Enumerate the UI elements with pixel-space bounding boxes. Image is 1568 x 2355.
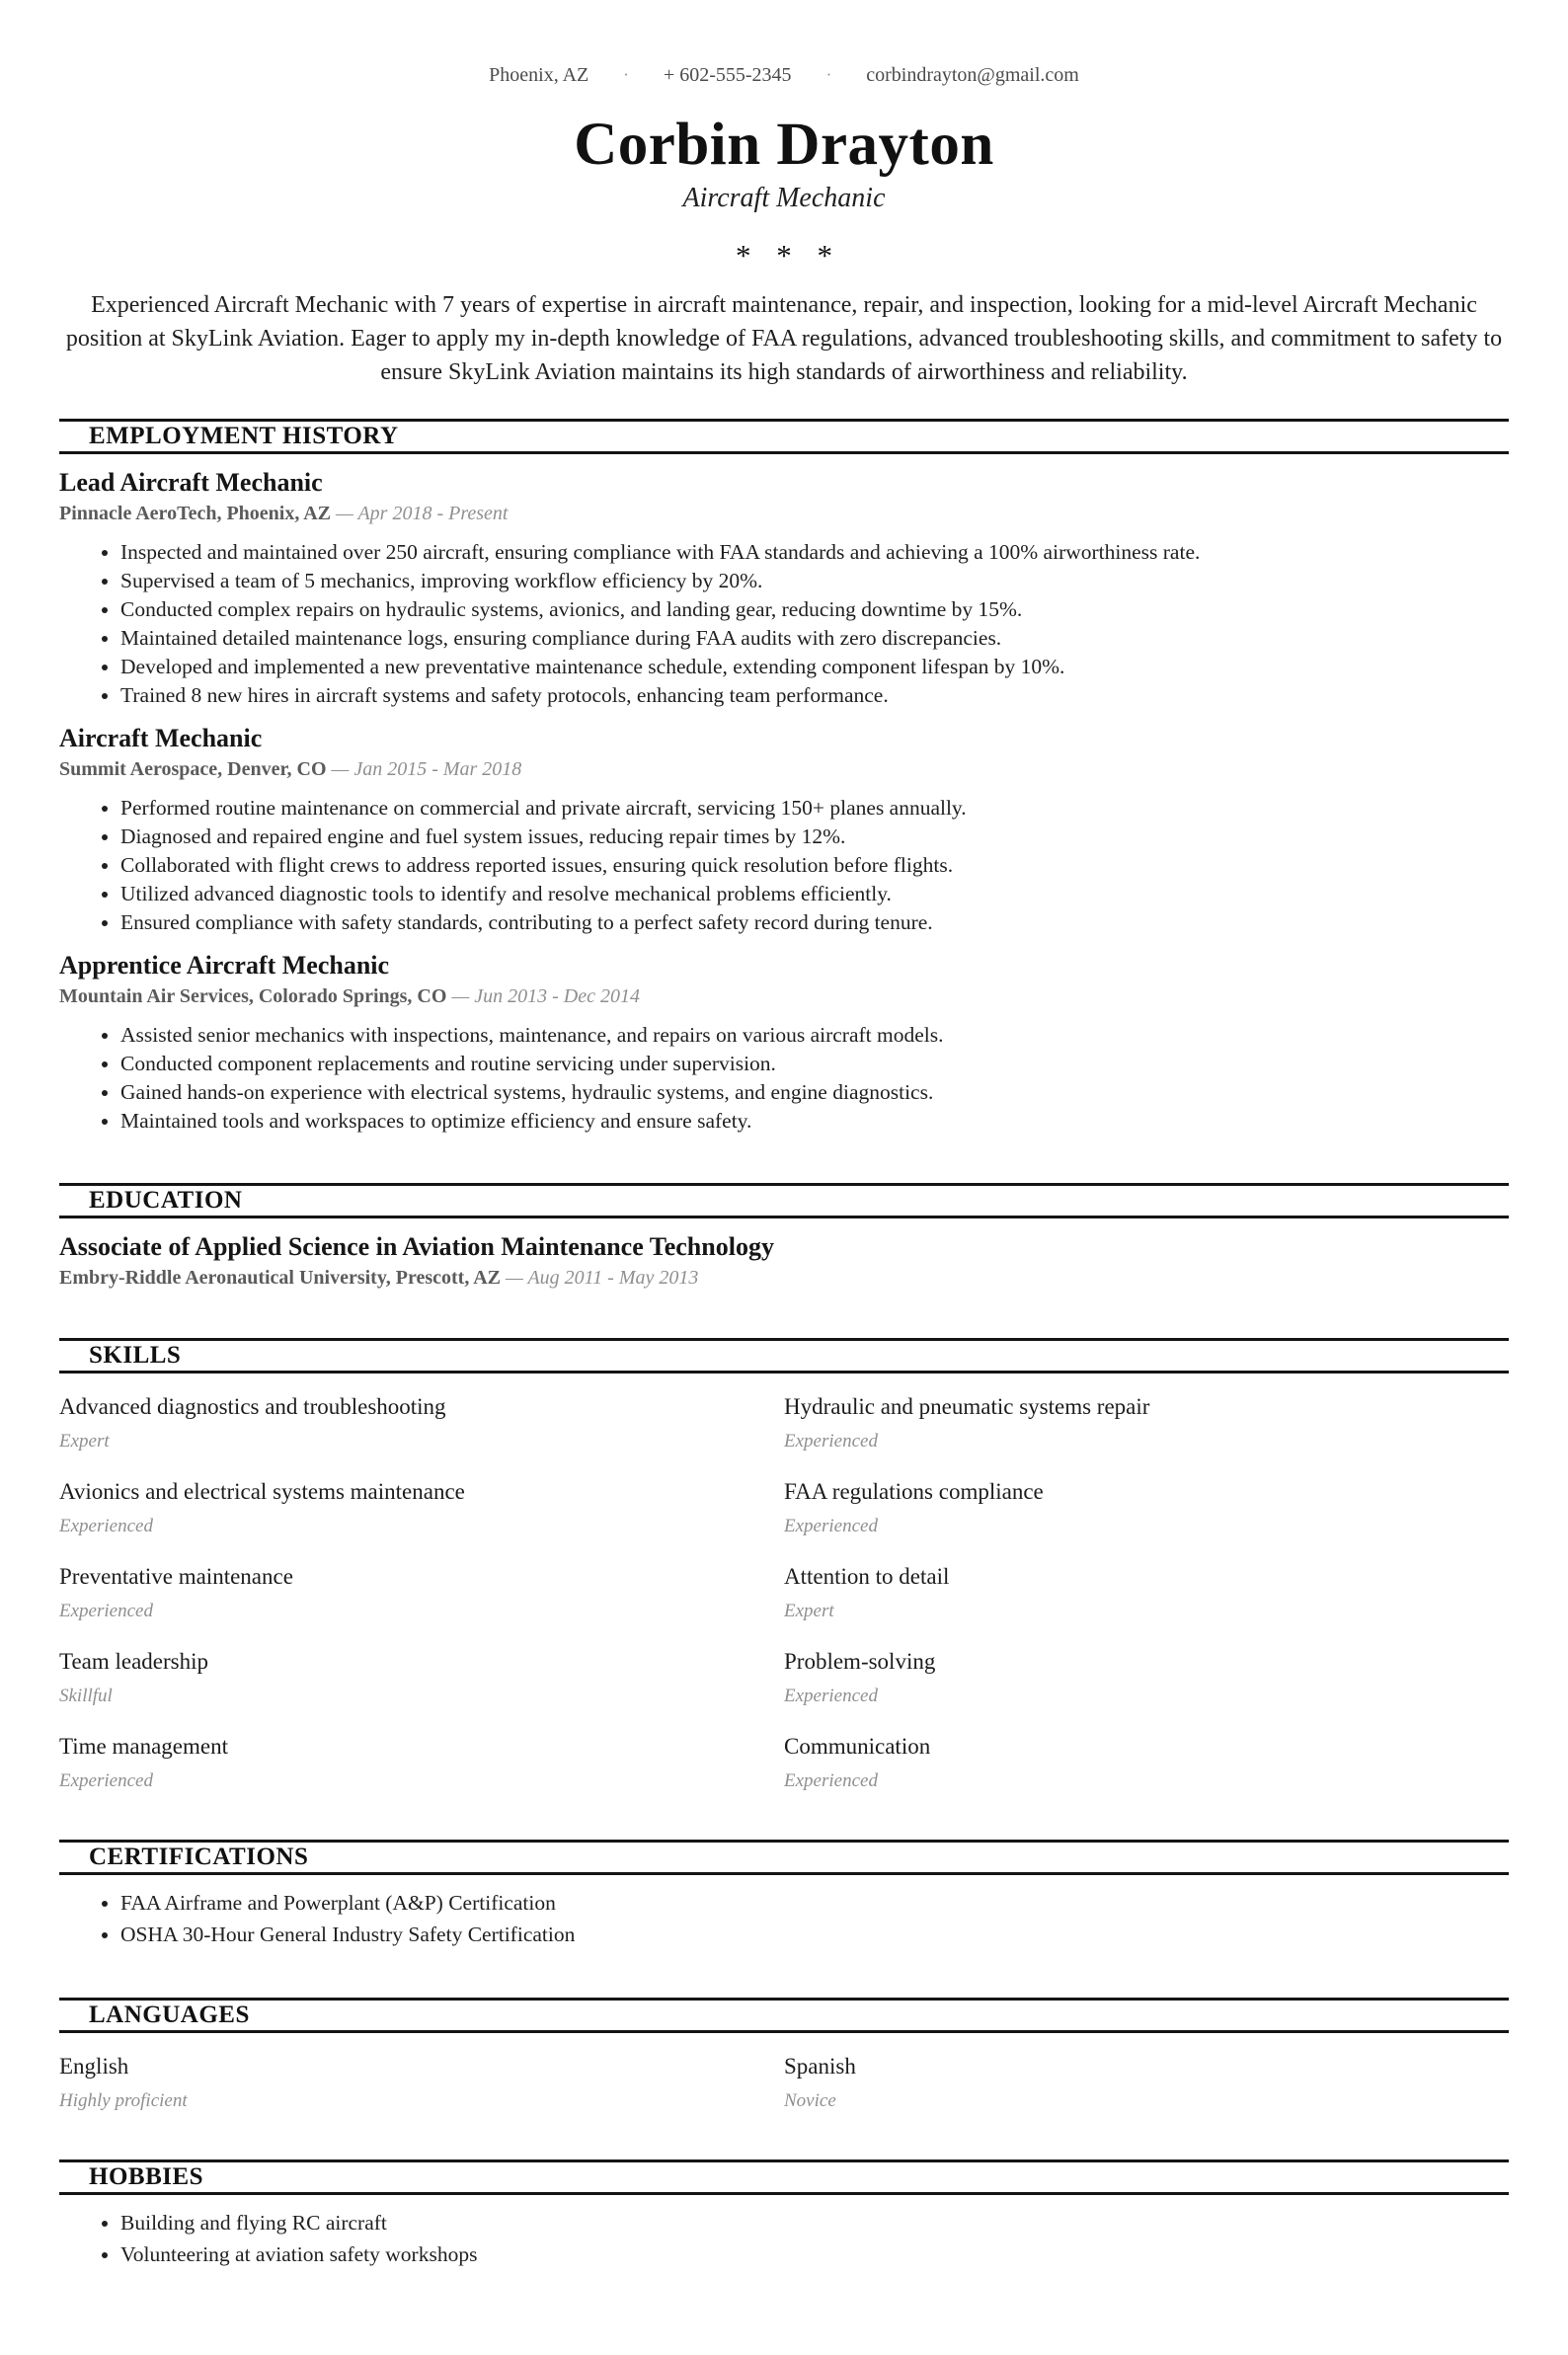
job-bullet: • Conducted complex repairs on hydraulic systems, avionics, and landing gear, reducing downtime by 15%. (120, 595, 1509, 624)
degree-title: Associate of Applied Science in Aviation Maintenance Technology (59, 1232, 774, 1261)
job-title: Apprentice Aircraft Mechanic (59, 951, 390, 980)
language-item (59, 2053, 784, 2112)
section-certifications (59, 1840, 1509, 1950)
skill-name: Preventative maintenance (59, 1564, 293, 1589)
person-name: Corbin Drayton (574, 112, 994, 178)
job-bullet: • Maintained detailed maintenance logs, ensuring compliance during FAA audits with zero discrepancies. (120, 624, 1509, 653)
skill-level: Experienced (784, 1770, 878, 1791)
language-level: Novice (784, 2090, 836, 2111)
contact-line (59, 63, 1509, 87)
skill-item (59, 1733, 784, 1792)
section-heading: CERTIFICATIONS (59, 1840, 1509, 1875)
job-entry (59, 951, 1509, 1136)
skill-item (59, 1478, 784, 1537)
skill-level: Experienced (784, 1686, 878, 1706)
contact-location: Phoenix, AZ (489, 64, 589, 86)
languages-grid (59, 2053, 1509, 2112)
skill-name: Time management (59, 1734, 228, 1759)
job-bullet: • Diagnosed and repaired engine and fuel system issues, reducing repair times by 12%. (120, 823, 1509, 851)
skill-item (784, 1478, 1509, 1537)
certification-item: • FAA Airframe and Powerplant (A&P) Certification (120, 1887, 1509, 1919)
job-title: Lead Aircraft Mechanic (59, 468, 323, 497)
skill-item (784, 1393, 1509, 1452)
skill-level: Experienced (59, 1601, 153, 1621)
education-dates: — Aug 2011 - May 2013 (506, 1267, 699, 1289)
profile-summary: Experienced Aircraft Mechanic with 7 years of expertise in aircraft maintenance, repair, and inspection, looking for a mid-level Aircraft Mechanic position at SkyLink Aviation. Eager to apply my in-depth knowledge of FAA regulations, advanced troubleshooting skills, and commitment to safety to ensure SkyLink Aviation maintains its high standards of airworthiness and reliability. (65, 292, 1503, 385)
job-company: Pinnacle AeroTech, Phoenix, AZ (59, 503, 332, 524)
job-bullet: • Utilized advanced diagnostic tools to identify and resolve mechanical problems efficiently. (120, 880, 1509, 908)
skill-item (59, 1563, 784, 1622)
person-job-title: Aircraft Mechanic (682, 183, 886, 213)
job-bullet: • Ensured compliance with safety standards, contributing to a perfect safety record during tenure. (120, 908, 1509, 937)
job-bullet: • Performed routine maintenance on commercial and private aircraft, servicing 150+ planes annually. (120, 794, 1509, 823)
job-bullet: • Maintained tools and workspaces to optimize efficiency and ensure safety. (120, 1107, 1509, 1136)
certification-list (59, 1887, 1509, 1950)
job-bullet: • Inspected and maintained over 250 aircraft, ensuring compliance with FAA standards and achieving a 100% airworthiness rate. (120, 538, 1509, 567)
contact-phone: + 602-555-2345 (663, 64, 792, 86)
skill-name: Advanced diagnostics and troubleshooting (59, 1394, 446, 1419)
skill-name: Team leadership (59, 1649, 209, 1674)
section-employment-history (59, 419, 1509, 1136)
job-bullet: • Assisted senior mechanics with inspections, maintenance, and repairs on various aircraft models. (120, 1021, 1509, 1050)
job-bullet: • Gained hands-on experience with electrical systems, hydraulic systems, and engine diagnostics. (120, 1078, 1509, 1107)
job-dates: — Apr 2018 - Present (336, 503, 509, 524)
contact-email: corbindrayton@gmail.com (866, 64, 1079, 86)
job-bullet-list (59, 794, 1509, 937)
skill-item (59, 1393, 784, 1452)
section-heading: EMPLOYMENT HISTORY (59, 419, 1509, 454)
job-company: Mountain Air Services, Colorado Springs, CO (59, 985, 447, 1007)
job-bullet: • Collaborated with flight crews to address reported issues, ensuring quick resolution before flights. (120, 851, 1509, 880)
skill-name: Attention to detail (784, 1564, 950, 1589)
school-name: Embry-Riddle Aeronautical University, Prescott, AZ (59, 1267, 502, 1289)
job-entry (59, 724, 1509, 937)
education-entry (59, 1232, 1509, 1291)
job-meta (59, 756, 1509, 782)
hobby-item: • Volunteering at aviation safety workshops (120, 2238, 1509, 2270)
job-dates: — Jun 2013 - Dec 2014 (451, 985, 640, 1007)
skill-level: Experienced (59, 1516, 153, 1536)
hobby-item: • Building and flying RC aircraft (120, 2207, 1509, 2238)
job-dates: — Jan 2015 - Mar 2018 (331, 758, 522, 780)
skill-level: Experienced (784, 1431, 878, 1452)
skill-name: Problem-solving (784, 1649, 936, 1674)
section-education (59, 1183, 1509, 1291)
language-item (784, 2053, 1509, 2112)
section-heading: LANGUAGES (59, 1998, 1509, 2033)
hobby-list (59, 2207, 1509, 2270)
skill-level: Expert (59, 1431, 110, 1452)
skill-item (59, 1648, 784, 1707)
job-bullet: • Trained 8 new hires in aircraft systems and safety protocols, enhancing team performance. (120, 681, 1509, 710)
job-bullet: • Conducted component replacements and routine servicing under supervision. (120, 1050, 1509, 1078)
job-bullet: • Developed and implemented a new preventative maintenance schedule, extending component lifespan by 10%. (120, 653, 1509, 681)
education-meta (59, 1265, 1509, 1291)
resume-page (59, 0, 1509, 2355)
skill-item (784, 1563, 1509, 1622)
job-bullet: • Supervised a team of 5 mechanics, improving workflow efficiency by 20%. (120, 567, 1509, 595)
skill-level: Experienced (59, 1770, 153, 1791)
section-heading: EDUCATION (59, 1183, 1509, 1218)
certification-item: • OSHA 30-Hour General Industry Safety Certification (120, 1919, 1509, 1950)
skill-level: Experienced (784, 1516, 878, 1536)
asterisk-ornament-icon: * * * (736, 238, 832, 273)
section-heading: HOBBIES (59, 2159, 1509, 2195)
separator-dot-icon: · (825, 65, 832, 84)
section-languages (59, 1998, 1509, 2112)
language-name: Spanish (784, 2054, 856, 2079)
skill-name: FAA regulations compliance (784, 1479, 1044, 1504)
skill-level: Skillful (59, 1686, 113, 1706)
job-title: Aircraft Mechanic (59, 724, 263, 752)
job-meta (59, 501, 1509, 526)
job-bullet-list (59, 1021, 1509, 1136)
job-entry (59, 468, 1509, 710)
skill-level: Expert (784, 1601, 834, 1621)
job-company: Summit Aerospace, Denver, CO (59, 758, 327, 780)
skill-name: Hydraulic and pneumatic systems repair (784, 1394, 1150, 1419)
skill-item (784, 1648, 1509, 1707)
section-hobbies (59, 2159, 1509, 2270)
job-meta (59, 983, 1509, 1009)
language-level: Highly proficient (59, 2090, 188, 2111)
skill-item (784, 1733, 1509, 1792)
section-heading: SKILLS (59, 1338, 1509, 1374)
skill-name: Avionics and electrical systems maintenance (59, 1479, 465, 1504)
skill-name: Communication (784, 1734, 931, 1759)
job-bullet-list (59, 538, 1509, 710)
skills-grid (59, 1393, 1509, 1792)
separator-dot-icon: · (623, 65, 629, 84)
language-name: English (59, 2054, 129, 2079)
section-skills (59, 1338, 1509, 1792)
